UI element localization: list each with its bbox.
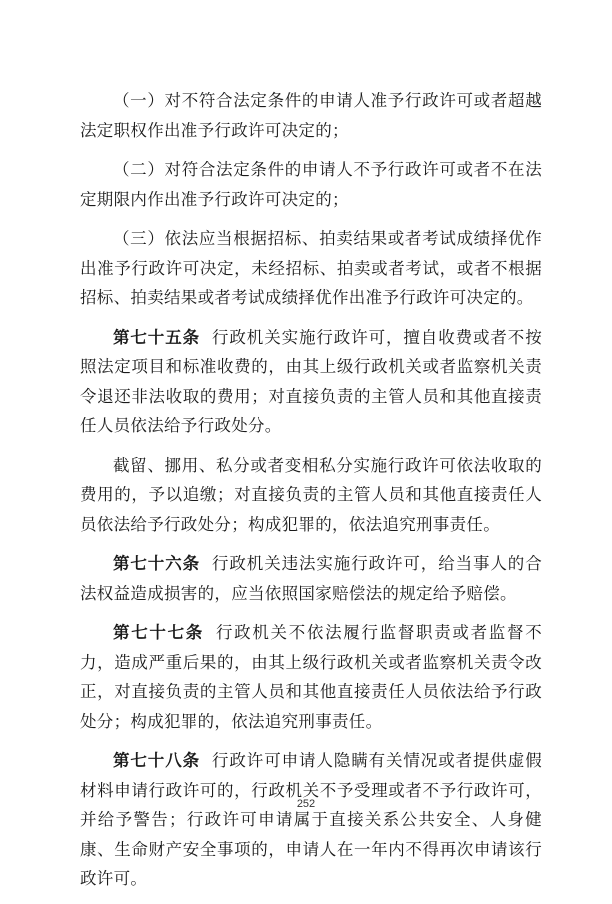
article-75-paragraph-2 [80, 451, 542, 540]
clause-1 [80, 86, 542, 145]
article-number: 第七十八条 [113, 751, 200, 770]
paragraph-text: （一）对不符合法定条件的申请人准予行政许可或者超越法定职权作出准予行政许可决定的； [80, 91, 542, 140]
article-number: 第七十六条 [113, 554, 200, 573]
article-number: 第七十五条 [113, 327, 200, 347]
article-number: 第七十七条 [113, 623, 204, 642]
paragraph-text: 截留、挪用、私分或者变相私分实施行政许可依法收取的费用的，予以追缴；对直接负责的主管人员和其他直接责任人员依法给予行政处分；构成犯罪的，依法追究刑事责任。 [80, 455, 542, 534]
paragraph-text: （二）对符合法定条件的申请人不予行政许可或者不在法定期限内作出准予行政许可决定的； [80, 160, 542, 209]
document-body [80, 86, 542, 904]
article-75 [80, 323, 542, 441]
article-76 [80, 549, 542, 608]
paragraph-text: 行政机关违法实施行政许可，给当事人的合法权益造成损害的，应当依照国家赔偿法的规定给予赔偿。 [80, 554, 542, 603]
clause-2 [80, 155, 542, 214]
paragraph-text: 行政机关实施行政许可，擅自收费或者不按照法定项目和标准收费的，由其上级行政机关或者监察机关责令退还非法收取的费用；对直接负责的主管人员和其他直接责任人员依法给予行政处分。 [80, 327, 542, 435]
article-78 [80, 746, 542, 894]
paragraph-text: （三）依法应当根据招标、拍卖结果或者考试成绩择优作出准予行政许可决定，未经招标、拍卖或者考试，或者不根据招标、拍卖结果或者考试成绩择优作出准予行政许可决定的。 [80, 229, 542, 307]
paragraph-text: 行政许可申请人隐瞒有关情况或者提供虚假材料申请行政许可的，行政机关不予受理或者不予行政许可，并给予警告；行政许可申请属于直接关系公共安全、人身健康、生命财产安全事项的，申请人在一年内不得再次申请该行政许可。 [80, 751, 542, 888]
paragraph-text: 行政机关不依法履行监督职责或者监督不力，造成严重后果的，由其上级行政机关或者监察机关责令改正，对直接负责的主管人员和其他直接责任人员依法给予行政处分；构成犯罪的，依法追究刑事责任。 [80, 623, 542, 731]
page-number: 252 [296, 798, 316, 810]
clause-3 [80, 224, 542, 313]
article-77 [80, 618, 542, 736]
